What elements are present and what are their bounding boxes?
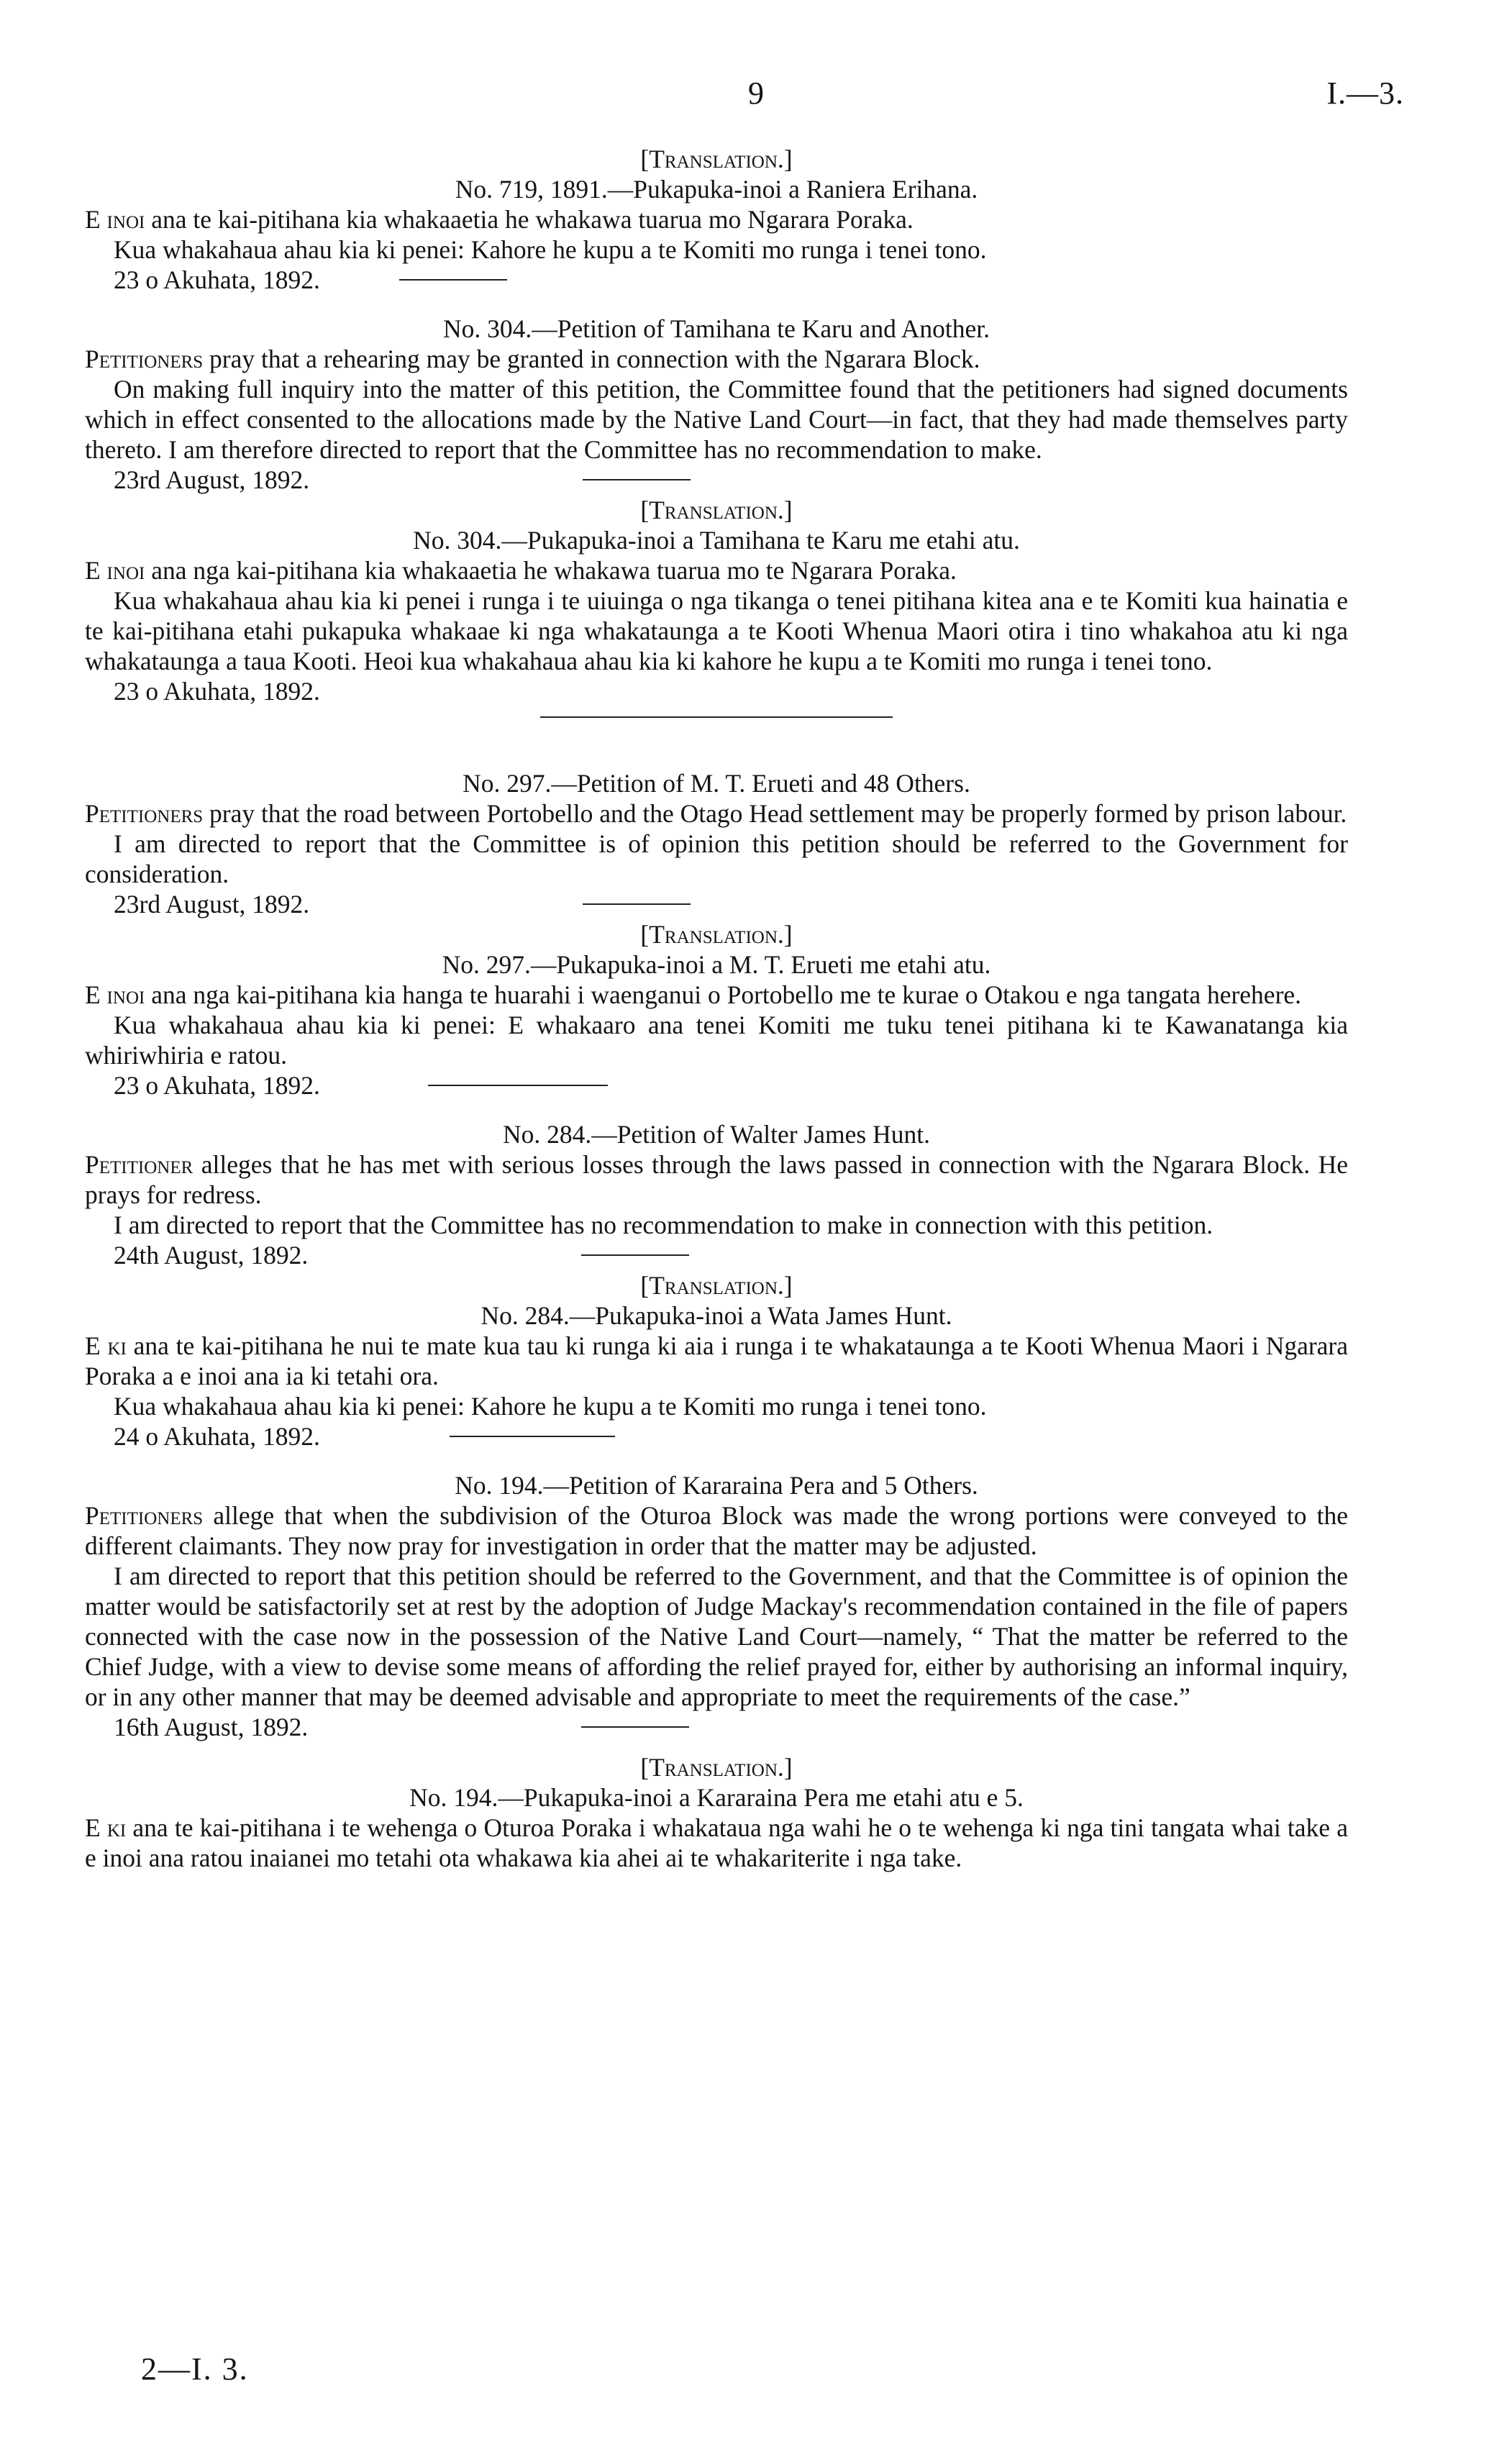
- paragraph-lead: E inoi: [85, 980, 145, 1009]
- paragraph-lead: E ki: [85, 1813, 127, 1842]
- section-heading: No. 284.—Petition of Walter James Hunt.: [502, 1120, 930, 1149]
- paragraph-lead: E inoi: [85, 556, 145, 585]
- paragraph-lead: E ki: [85, 1331, 127, 1360]
- petition-paragraph: [85, 555, 1348, 585]
- date-row: [85, 1070, 1348, 1101]
- section-date: 23 o Akuhata, 1892.: [114, 1071, 320, 1100]
- divider-rule: [583, 479, 691, 480]
- section-heading: No. 297.—Petition of M. T. Erueti and 48 Others.: [463, 769, 970, 798]
- report-paragraph: Kua whakahaua ahau kia ki penei: Kahore he kupu a te Komiti mo runga i tenei tono.: [114, 235, 987, 264]
- paragraph-text: ana nga kai-pitihana kia hanga te huarahi i waenganui o Portobello me te kurae o Otakou e nga tangata herehere.: [145, 980, 1302, 1009]
- section-date: 16th August, 1892.: [114, 1713, 309, 1741]
- section-date: 23 o Akuhata, 1892.: [114, 677, 320, 706]
- translation-section: [85, 1270, 1348, 1452]
- divider-rule: [399, 279, 507, 281]
- date-row: [85, 1421, 1348, 1452]
- page-number: 9: [748, 76, 764, 111]
- section-heading: No. 719, 1891.—Pukapuka-inoi a Raniera Erihana.: [455, 175, 978, 204]
- report-paragraph: Kua whakahaua ahau kia ki penei: E whakaaro ana tenei Komiti me tuku tenei pitihana ki te Kawanatanga kia whiriwhiria e ratou.: [85, 1011, 1348, 1070]
- section-heading: No. 304.—Pukapuka-inoi a Tamihana te Karu me etahi atu.: [413, 526, 1020, 555]
- signature-mark: 2—I. 3.: [141, 2351, 249, 2387]
- divider-rule: [450, 1436, 615, 1437]
- translation-section: [85, 1752, 1348, 1873]
- paragraph-lead: Petitioners: [85, 1501, 204, 1530]
- petition-section: [85, 1119, 1348, 1270]
- section-date: 24th August, 1892.: [114, 1241, 309, 1270]
- petition-paragraph: [85, 1331, 1348, 1391]
- paragraph-lead: E inoi: [85, 205, 145, 234]
- divider-rule: [428, 1085, 608, 1086]
- petition-paragraph: [85, 1813, 1348, 1873]
- paragraph-text: ana te kai-pitihana kia whakaaetia he whakawa tuarua mo Ngarara Poraka.: [145, 205, 914, 234]
- paragraph-text: pray that the road between Portobello and the Otago Head settlement may be properly formed by prison labour.: [203, 799, 1347, 828]
- report-paragraph: I am directed to report that the Committee is of opinion this petition should be referred to the Government for consideration.: [85, 829, 1348, 888]
- report-paragraph: On making full inquiry into the matter of this petition, the Committee found that the petitioners had signed documents which in effect consented to the allocations made by the Native Land Court—in fact, that they had made themselves party thereto. I am therefore directed to report that the Committee has no recommendation to make.: [85, 375, 1348, 464]
- date-row: [85, 1240, 1348, 1270]
- petition-paragraph: [85, 980, 1348, 1010]
- divider-rule: [581, 1254, 689, 1256]
- date-row: [85, 265, 1348, 295]
- petition-section: [85, 144, 1348, 295]
- date-row: [85, 465, 1348, 495]
- page-body: [85, 144, 1348, 1873]
- date-row: [85, 1712, 1348, 1742]
- petition-paragraph: [85, 798, 1348, 829]
- paragraph-lead: Petitioners: [85, 799, 204, 828]
- petition-paragraph: [85, 1500, 1348, 1561]
- translation-label: [Translation.]: [640, 1753, 793, 1782]
- section-heading: No. 194.—Petition of Kararaina Pera and 5 Others.: [455, 1471, 978, 1500]
- divider-rule: [581, 1726, 689, 1728]
- petition-section: [85, 314, 1348, 495]
- petition-section: [85, 768, 1348, 919]
- report-paragraph: Kua whakahaua ahau kia ki penei: Kahore he kupu a te Komiti mo runga i tenei tono.: [114, 1392, 987, 1421]
- petition-section: [85, 1470, 1348, 1742]
- date-row: [85, 889, 1348, 919]
- petition-paragraph: [85, 204, 1348, 234]
- translation-label: [Translation.]: [640, 496, 793, 524]
- paragraph-text: ana nga kai-pitihana kia whakaaetia he whakawa tuarua mo te Ngarara Poraka.: [145, 556, 957, 585]
- paragraph-lead: Petitioners: [85, 345, 204, 373]
- paragraph-lead: Petitioner: [85, 1150, 193, 1179]
- section-date: 24 o Akuhata, 1892.: [114, 1422, 320, 1451]
- translation-label: [Translation.]: [640, 920, 793, 949]
- petition-paragraph: [85, 344, 1348, 374]
- section-heading: No. 284.—Pukapuka-inoi a Wata James Hunt.: [481, 1301, 952, 1330]
- report-paragraph: I am directed to report that this petition should be referred to the Government, and that the Committee is of opinion the matter would be satisfactorily set at rest by the adoption of Judge Mackay's recommendation contained in the file of papers connected with the case now in the possession of the Native Land Court—namely, “ That the matter be referred to the Chief Judge, with a view to devise some means of affording the relief prayed for, either by authorising an informal inquiry, or in any other manner that may be deemed advisable and appropriate to meet the requirements of the case.”: [85, 1562, 1348, 1711]
- section-heading: No. 194.—Pukapuka-inoi a Kararaina Pera me etahi atu e 5.: [409, 1783, 1024, 1812]
- divider-rule: [583, 903, 691, 905]
- document-reference: I.—3.: [1326, 76, 1404, 111]
- translation-section: [85, 919, 1348, 1101]
- section-date: 23 o Akuhata, 1892.: [114, 265, 320, 294]
- section-heading: No. 304.—Petition of Tamihana te Karu and Another.: [443, 314, 990, 343]
- paragraph-text: ana te kai-pitihana i te wehenga o Oturoa Poraka i whakataua nga wahi he o te wehenga ki nga tini tangata whai take a e inoi ana ratou inaianei mo tetahi ota whakawa kia ahei ai te whakariterite i nga take.: [85, 1813, 1348, 1872]
- section-date: 23rd August, 1892.: [114, 465, 310, 494]
- paragraph-text: pray that a rehearing may be granted in connection with the Ngarara Block.: [203, 345, 980, 373]
- paragraph-text: alleges that he has met with serious losses through the laws passed in connection with the Ngarara Block. He prays for redress.: [85, 1150, 1348, 1209]
- report-paragraph: I am directed to report that the Committee has no recommendation to make in connection with this petition.: [114, 1211, 1213, 1239]
- translation-label: [Translation.]: [640, 1271, 793, 1300]
- section-heading: No. 297.—Pukapuka-inoi a M. T. Erueti me etahi atu.: [442, 950, 991, 979]
- report-paragraph: Kua whakahaua ahau kia ki penei i runga i te uiuinga o nga tikanga o tenei pitihana kitea ana e te Komiti kua hainatia e te kai-pitihana etahi pukapuka whakaae ki nga whakataunga a te Kooti Whenua Maori otira i tino whakahoa atu ki nga whakataunga a taua Kooti. Heoi kua whakahaua ahau kia ki kahore he kupu a te Komiti mo runga i tenei tono.: [85, 586, 1348, 675]
- translation-section: [85, 495, 1348, 706]
- petition-paragraph: [85, 1149, 1348, 1210]
- translation-label: [Translation.]: [640, 145, 793, 173]
- paragraph-text: ana te kai-pitihana he nui te mate kua tau ki runga ki aia i runga i te whakataunga a te Kooti Whenua Maori i Ngarara Poraka a e inoi ana ia ki tetahi ora.: [85, 1331, 1348, 1390]
- paragraph-text: allege that when the subdivision of the Oturoa Block was made the wrong portions were conveyed to the different claimants. They now pray for investigation in order that the matter may be adjusted.: [85, 1501, 1348, 1560]
- section-date: 23rd August, 1892.: [114, 890, 310, 919]
